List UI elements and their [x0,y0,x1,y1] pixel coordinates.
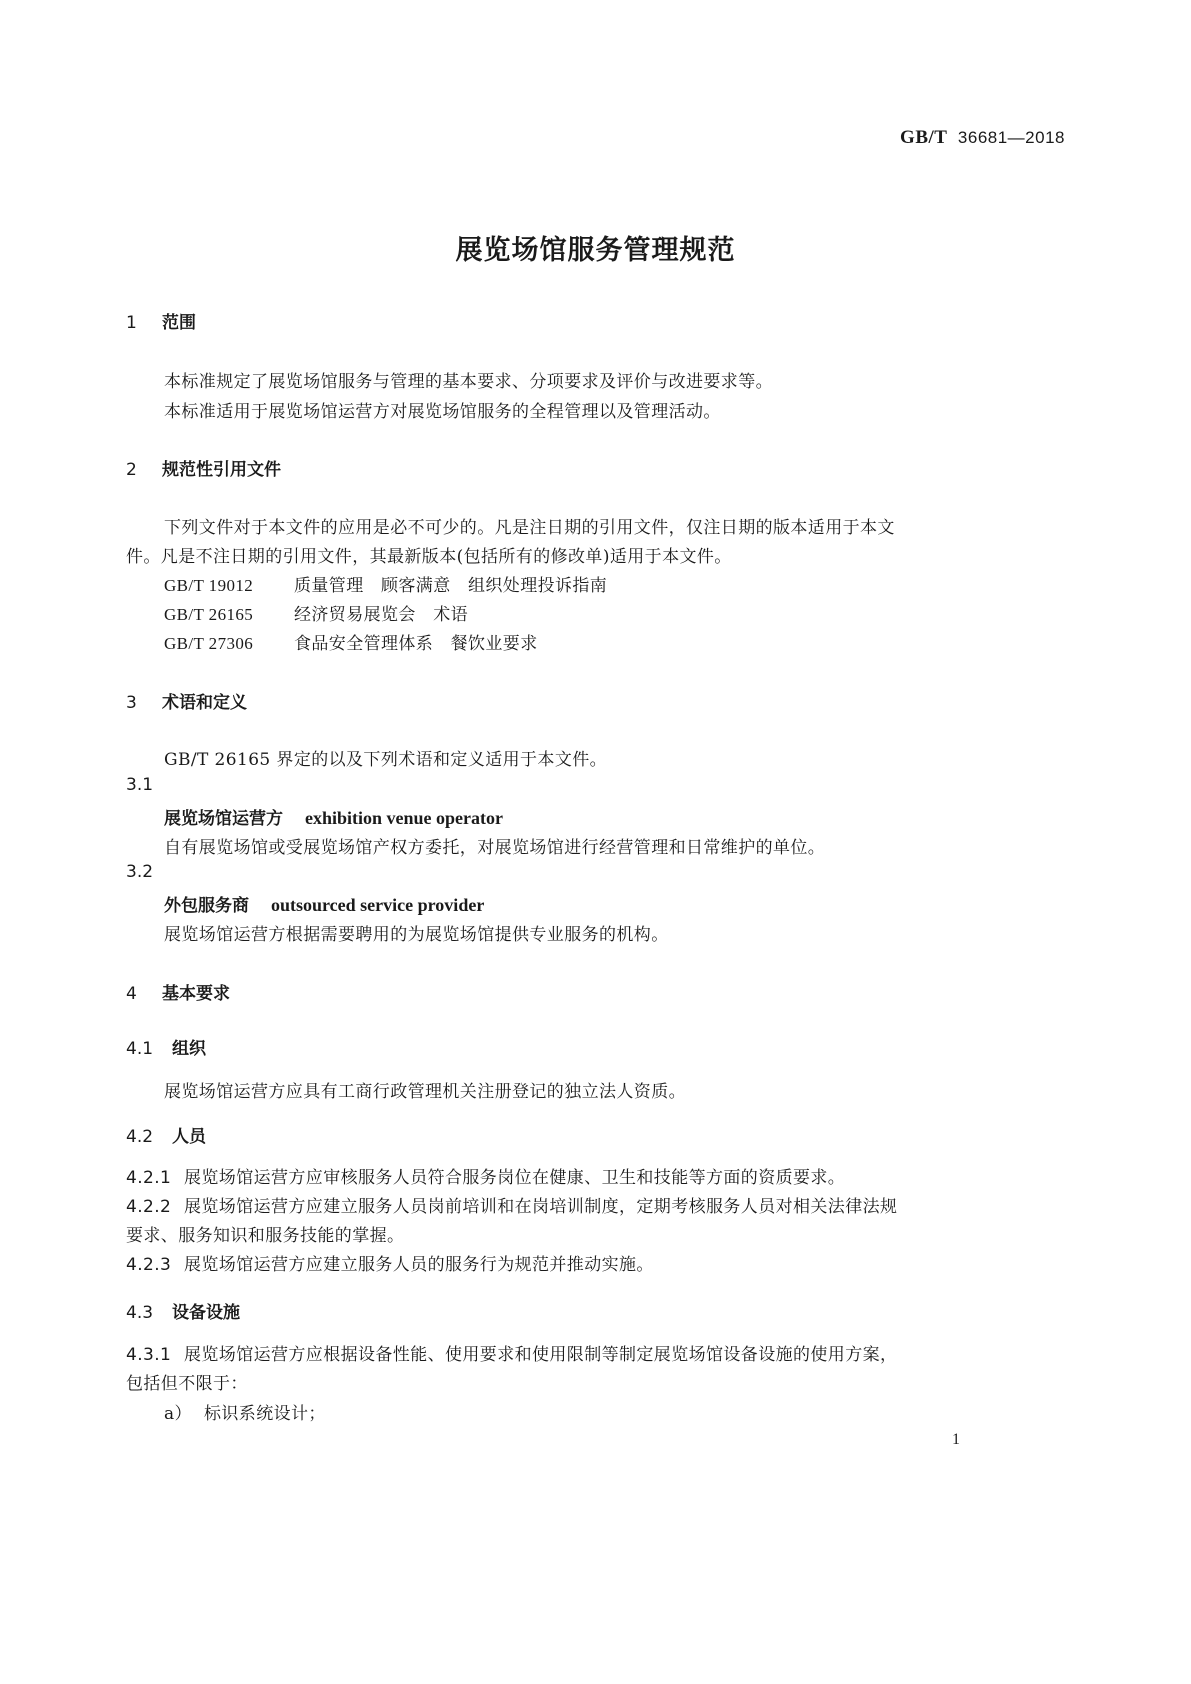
reference-title: 质量管理 顾客满意 组织处理投诉指南 [294,576,608,596]
section-title: 组织 [172,1039,206,1059]
term-chinese: 展览场馆运营方 [164,809,283,829]
clause-text: 展览场馆运营方应审核服务人员符合服务岗位在健康、卫生和技能等方面的资质要求。 [184,1168,846,1188]
section-3-intro: GB/T 26165 界定的以及下列术语和定义适用于本文件。 [164,750,608,770]
term-english: exhibition venue operator [305,808,503,828]
section-title: 范围 [162,313,196,333]
section-4-1-paragraph: 展览场馆运营方应具有工商行政管理机关注册登记的独立法人资质。 [164,1082,686,1102]
term-number: 3.2 [126,862,154,882]
section-number: 4 [126,984,137,1004]
clause-number: 4.3.1 [126,1345,172,1365]
clause-text: 展览场馆运营方应建立服务人员岗前培训和在岗培训制度，定期考核服务人员对相关法律法规 [184,1197,898,1217]
reference-code: GB/T 26165 [164,605,254,624]
section-title: 术语和定义 [162,693,247,713]
section-number: 4.3 [126,1303,154,1323]
clause-text: 展览场馆运营方应建立服务人员的服务行为规范并推动实施。 [184,1255,654,1275]
section-number: 3 [126,693,137,713]
section-title: 设备设施 [172,1303,240,1323]
section-2-heading [126,455,281,480]
section-number: 4.1 [126,1039,154,1059]
section-number: 2 [126,460,137,480]
section-number: 4.2 [126,1127,154,1147]
term-english: outsourced service provider [271,895,485,915]
term-chinese: 外包服务商 [164,896,249,916]
clause-4-3-1 [126,1340,897,1365]
section-title: 基本要求 [162,984,230,1004]
term-number: 3.1 [126,775,154,795]
term-heading [164,804,503,829]
clause-number: 4.2.2 [126,1197,172,1217]
section-title: 规范性引用文件 [162,460,281,480]
section-3-heading [126,688,247,713]
term-heading [164,891,484,916]
section-4-1-heading [126,1034,206,1059]
clause-text: 展览场馆运营方应根据设备性能、使用要求和使用限制等制定展览场馆设备设施的使用方案， [184,1345,898,1365]
list-item-a [164,1399,326,1424]
section-4-2-heading [126,1122,206,1147]
section-2-paragraph-line-2: 件。凡是不注日期的引用文件，其最新版本(包括所有的修改单)适用于本文件。 [126,547,732,567]
standard-number [900,127,1065,149]
document-title: 展览场馆服务管理规范 [455,235,736,266]
section-4-3-heading [126,1298,240,1323]
reference-code: GB/T 19012 [164,576,254,595]
clause-4-2-3 [126,1250,654,1275]
clause-4-2-2 [126,1192,897,1217]
page-number: 1 [952,1431,960,1448]
clause-number: 4.2.3 [126,1255,172,1275]
clause-4-2-2-continuation: 要求、服务知识和服务技能的掌握。 [126,1226,405,1246]
reference-item [164,629,538,654]
list-item-text: 标识系统设计； [204,1404,326,1424]
reference-title: 经济贸易展览会 术语 [294,605,468,625]
section-number: 1 [126,313,137,333]
reference-item [164,600,468,625]
section-2-paragraph-line-1: 下列文件对于本文件的应用是必不可少的。凡是注日期的引用文件，仅注日期的版本适用于本文 [164,518,895,538]
section-4-heading [126,979,230,1004]
term-definition: 展览场馆运营方根据需要聘用的为展览场馆提供专业服务的机构。 [164,925,669,945]
clause-number: 4.2.1 [126,1168,172,1188]
section-title: 人员 [172,1127,206,1147]
standard-code: 36681—2018 [957,128,1065,147]
section-1-paragraph-2: 本标准适用于展览场馆运营方对展览场馆服务的全程管理以及管理活动。 [164,402,721,422]
list-marker: a） [164,1404,192,1424]
clause-4-2-1 [126,1163,845,1188]
section-1-heading [126,308,196,333]
reference-item [164,571,607,596]
section-1-paragraph-1: 本标准规定了展览场馆服务与管理的基本要求、分项要求及评价与改进要求等。 [164,372,773,392]
clause-4-3-1-continuation: 包括但不限于： [126,1374,248,1394]
term-definition: 自有展览场馆或受展览场馆产权方委托，对展览场馆进行经营管理和日常维护的单位。 [164,838,826,858]
reference-code: GB/T 27306 [164,634,254,653]
reference-title: 食品安全管理体系 餐饮业要求 [294,634,538,654]
standard-prefix: GB/T [900,127,948,148]
